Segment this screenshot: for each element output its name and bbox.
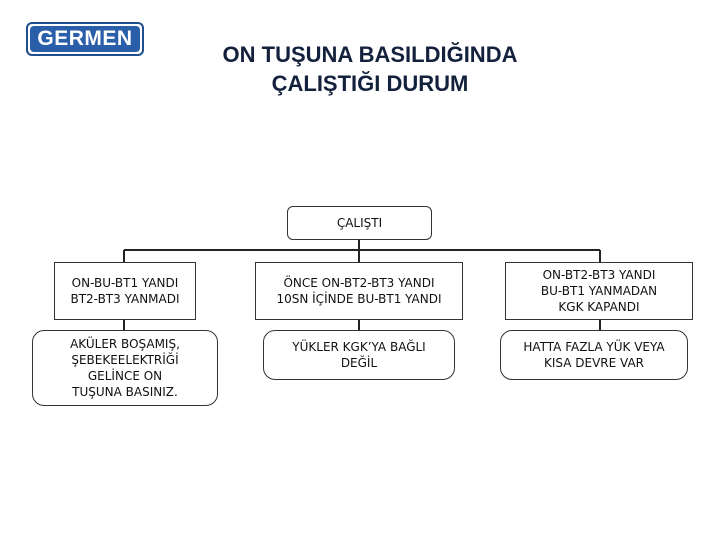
status-center-line-2: 10SN İÇİNDE BU-BT1 YANDI: [276, 292, 442, 306]
action-left-line-1: AKÜLER BOŞAMIŞ,: [70, 337, 180, 351]
root-node: [287, 206, 432, 240]
title-line-2: ÇALIŞTIĞI DURUM: [271, 71, 469, 96]
root-label: ÇALIŞTI: [336, 216, 383, 230]
action-node-center: [263, 330, 455, 380]
action-left-line-4: TUŞUNA BASINIZ.: [72, 385, 178, 399]
action-center-line-1: YÜKLER KGK’YA BAĞLI: [292, 340, 426, 354]
action-right-line-2: KISA DEVRE VAR: [543, 356, 644, 370]
logo-text: GERMEN: [30, 26, 140, 52]
status-node-center: [255, 262, 463, 320]
title-line-1: ON TUŞUNA BASILDIĞINDA: [222, 42, 518, 67]
action-center-line-2: DEĞİL: [340, 356, 378, 370]
status-left-line-2: BT2-BT3 YANMADI: [70, 292, 180, 306]
action-left-line-2: ŞEBEKEELEKTRİĞİ: [71, 353, 179, 367]
status-right-line-3: KGK KAPANDI: [558, 300, 640, 314]
status-node-right: [505, 262, 693, 320]
action-right-line-1: HATTA FAZLA YÜK VEYA: [523, 340, 665, 354]
status-right-line-2: BU-BT1 YANMADAN: [540, 284, 658, 298]
status-left-line-1: ON-BU-BT1 YANDI: [71, 276, 179, 290]
action-node-right: [500, 330, 688, 380]
status-right-line-1: ON-BT2-BT3 YANDI: [542, 268, 656, 282]
action-node-left: [32, 330, 218, 406]
status-node-left: [54, 262, 196, 320]
status-center-line-1: ÖNCE ON-BT2-BT3 YANDI: [283, 276, 435, 290]
action-left-line-3: GELİNCE ON: [87, 369, 163, 383]
